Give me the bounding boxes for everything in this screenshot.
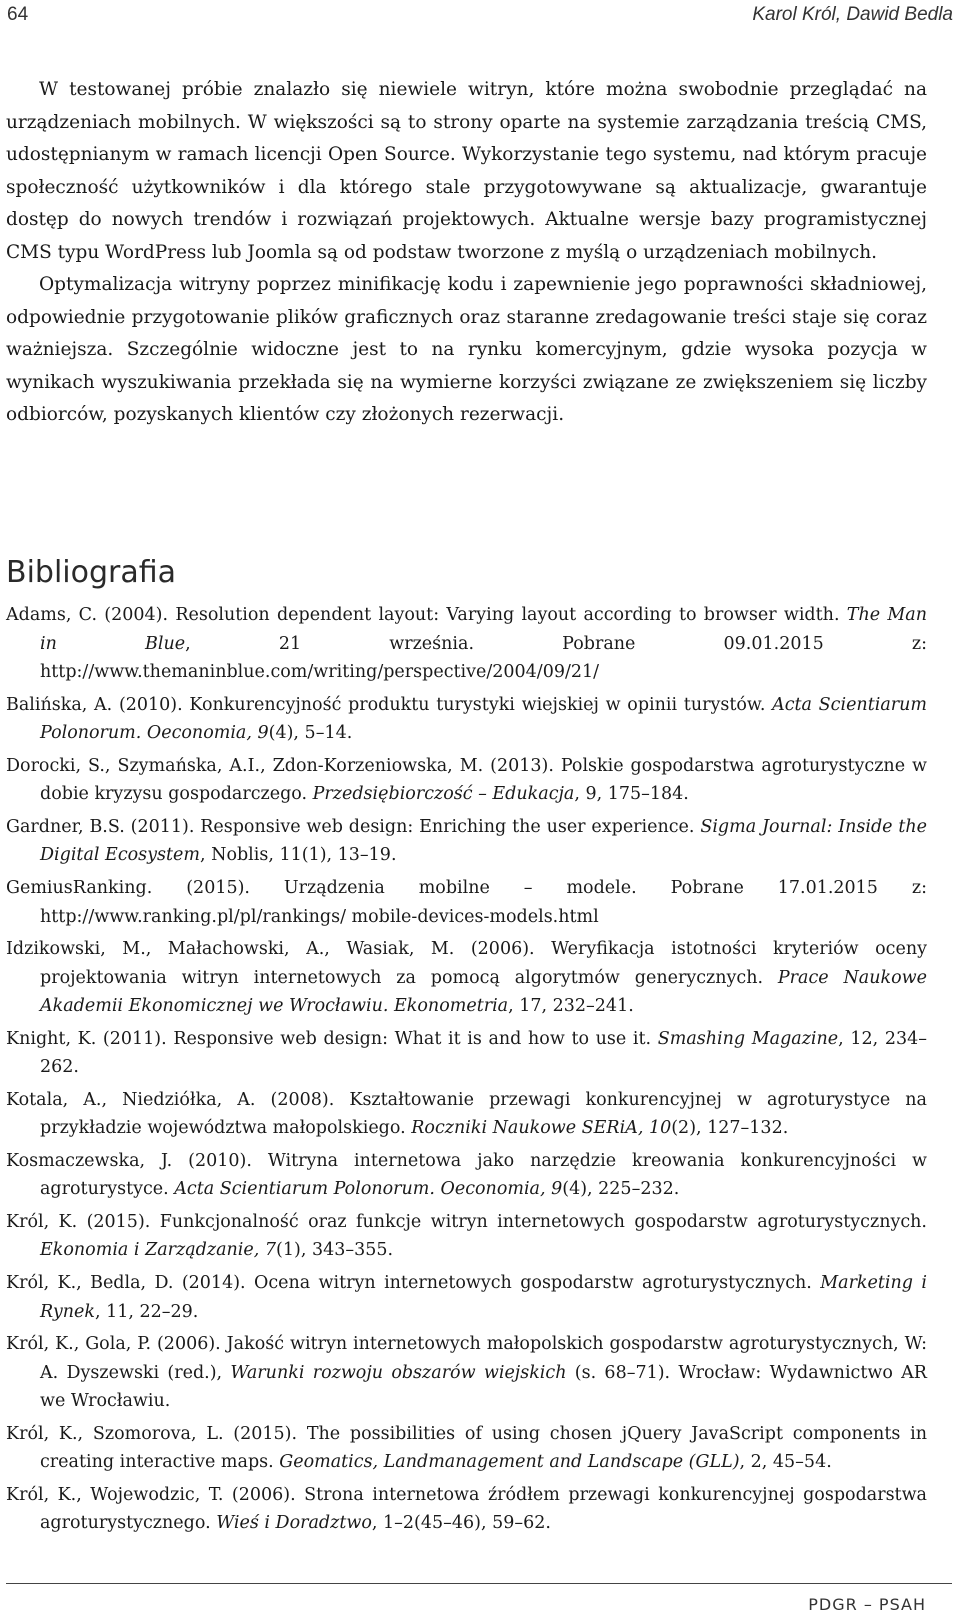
bibliography-entry-venue: Prace Naukowe Akademii Ekonomicznej we Wrocławiu. Ekonometria (40, 967, 927, 1017)
bibliography-entry-after: (s. 68–71). Wrocław: Wydawnictwo AR we Wrocławiu. (40, 1362, 927, 1412)
bibliography-heading: Bibliografia (6, 555, 177, 590)
bibliography-entry-before: Król, K., Bedla, D. (2014). Ocena witryn internetowych gospodarstw agroturystycznych. (6, 1272, 821, 1293)
bibliography-entry-before: GemiusRanking. (2015). Urządzenia mobilne – modele. Pobrane 17.01.2015 z: http://www.ranking.pl/pl/rankings/ mobile-devices-models.html (6, 877, 927, 927)
bibliography-entry-venue: Smashing Magazine (657, 1028, 839, 1049)
page-number: 64 (7, 4, 29, 25)
bibliography-entry-before: Kosmaczewska, J. (2010). Witryna internetowa jako narzędzie kreowania konkurencyjności w agroturystyce. (6, 1150, 927, 1200)
bibliography-entry-after: , 17, 232–241. (508, 996, 634, 1017)
bibliography-entry (6, 1086, 927, 1143)
bibliography-entry (6, 1208, 927, 1265)
bibliography-entry-venue: Sigma Journal: Inside the Digital Ecosystem (40, 816, 928, 866)
body-paragraph: W testowanej próbie znalazło się niewiele witryn, które można swobodnie przeglądać na urządzeniach mobilnych. W większości są to strony oparte na systemie zarządzania treścią CMS, udostępnianym w ramach licencji Open Source. Wykorzystanie tego systemu, nad którym pracuje społeczność użytkowników i dla którego stale przygotowywane są aktualizacje, gwarantuje dostęp do nowych trendów i rozwiązań projektowych. Aktualne wersje bazy programistycznej CMS typu WordPress lub Joomla są od podstaw tworzone z myślą o urządzeniach mobilnych. (6, 79, 927, 263)
bibliography-entry-before: Idzikowski, M., Małachowski, A., Wasiak, M. (2006). Weryfikacja istotności kryteriów oceny projektowania witryn internetowych za pomocą algorytmów generycznych. (6, 938, 927, 988)
bibliography-entry-after: , 2, 45–54. (739, 1452, 832, 1473)
bibliography-entry (6, 1147, 927, 1204)
bibliography-entry-before: Król, K., Szomorova, L. (2015). The possibilities of using chosen jQuery JavaScript components in creating interactive maps. (6, 1423, 927, 1473)
bibliography-entry-venue: Roczniki Naukowe SERiA, 10 (411, 1118, 672, 1139)
bibliography-entry-after: , 1–2(45–46), 59–62. (371, 1513, 551, 1534)
bibliography-entry-before: Król, K. (2015). Funkcjonalność oraz funkcje witryn internetowych gospodarstw agroturystycznych. (6, 1211, 927, 1232)
bibliography-entry-venue: Geomatics, Landmanagement and Landscape (GLL) (279, 1452, 740, 1473)
footer-rule (6, 1583, 952, 1584)
bibliography-entry (6, 1481, 927, 1538)
bibliography-entry (6, 691, 927, 748)
bibliography-entry (6, 1420, 927, 1477)
running-head (7, 4, 953, 28)
bibliography-entry-before: Balińska, A. (2010). Konkurencyjność produktu turystyki wiejskiej w opinii turystów. (6, 694, 773, 715)
body-paragraph: Optymalizacja witryny poprzez minifikację kodu i zapewnienie jego poprawności składniowej, odpowiednie przygotowanie plików graficznych oraz staranne zredagowanie treści staje się coraz ważniejsza. Szczególnie widoczne jest to na rynku komercyjnym, gdzie wysoka pozycja w wynikach wyszukiwania przekłada się na wymierne korzyści związane ze zwiększeniem się liczby odbiorców, pozyskanych klientów czy złożonych rezerwacji. (6, 274, 927, 425)
bibliography-entry (6, 752, 927, 809)
bibliography-entry-after: , Noblis, 11(1), 13–19. (200, 845, 397, 866)
bibliography-entry-after: (4), 5–14. (268, 723, 353, 744)
bibliography-entry-before: Dorocki, S., Szymańska, A.I., Zdon-Korzeniowska, M. (2013). Polskie gospodarstwa agroturystyczne w dobie kryzysu gospodarczego. (6, 755, 927, 805)
bibliography-entry-venue: Wieś i Doradztwo (216, 1513, 372, 1534)
bibliography-entry-after: (2), 127–132. (671, 1118, 789, 1139)
bibliography-entry-after: , 12, 234–262. (40, 1028, 927, 1078)
bibliography-entry (6, 935, 927, 1021)
bibliography-entry (6, 1025, 927, 1082)
bibliography-entry-before: Król, K., Gola, P. (2006). Jakość witryn internetowych małopolskich gospodarstw agroturystycznych, W: A. Dyszewski (red.), (6, 1334, 927, 1383)
bibliography-entry-venue: Warunki rozwoju obszarów wiejskich (230, 1362, 567, 1383)
bibliography-entry-venue: Acta Scientiarum Polonorum. Oeconomia, 9 (174, 1179, 563, 1200)
bibliography-entry (6, 1330, 927, 1416)
bibliography-entry (6, 813, 927, 870)
bibliography-entry (6, 1269, 927, 1326)
bibliography-entry-venue: The Man in Blue (40, 605, 927, 654)
bibliography-entry-venue: Ekonomia i Zarządzanie, 7 (40, 1240, 277, 1261)
bibliography-entry-before: Król, K., Wojewodzic, T. (2006). Strona internetowa źródłem przewagi konkurencyjnej gospodarstwa agroturystycznego. (6, 1484, 927, 1534)
bibliography-entry-before: Kotala, A., Niedziółka, A. (2008). Kształtowanie przewagi konkurencyjnej w agroturystyce na przykładzie województwa małopolskiego. (6, 1089, 927, 1139)
bibliography-list (6, 601, 927, 1542)
bibliography-entry-before: Knight, K. (2011). Responsive web design: What it is and how to use it. (6, 1028, 658, 1049)
bibliography-entry-after: , 9, 175–184. (574, 784, 689, 805)
bibliography-entry-after: (1), 343–355. (276, 1240, 394, 1261)
bibliography-entry-after: (4), 225–232. (562, 1179, 680, 1200)
bibliography-entry (6, 601, 927, 687)
bibliography-entry-venue: Marketing i Rynek (40, 1272, 927, 1322)
bibliography-entry-venue: Przedsiębiorczość – Edukacja (312, 784, 575, 805)
body-text (6, 74, 927, 432)
running-head-authors: Karol Król, Dawid Bedla (752, 4, 953, 25)
bibliography-entry-before: Adams, C. (2004). Resolution dependent layout: Varying layout according to browser width. (6, 605, 847, 625)
bibliography-entry-after: , 11, 22–29. (95, 1301, 199, 1322)
bibliography-entry (6, 874, 927, 931)
bibliography-entry-before: Gardner, B.S. (2011). Responsive web design: Enriching the user experience. (6, 816, 701, 837)
bibliography-entry-venue: Acta Scientiarum Polonorum. Oeconomia, 9 (40, 694, 927, 744)
footer-journal-name: PDGR – PSAH (808, 1595, 926, 1614)
bibliography-entry-after: , 21 września. Pobrane 09.01.2015 z: http://www.themaninblue.com/writing/perspective/2004/09/21/ (40, 633, 927, 683)
